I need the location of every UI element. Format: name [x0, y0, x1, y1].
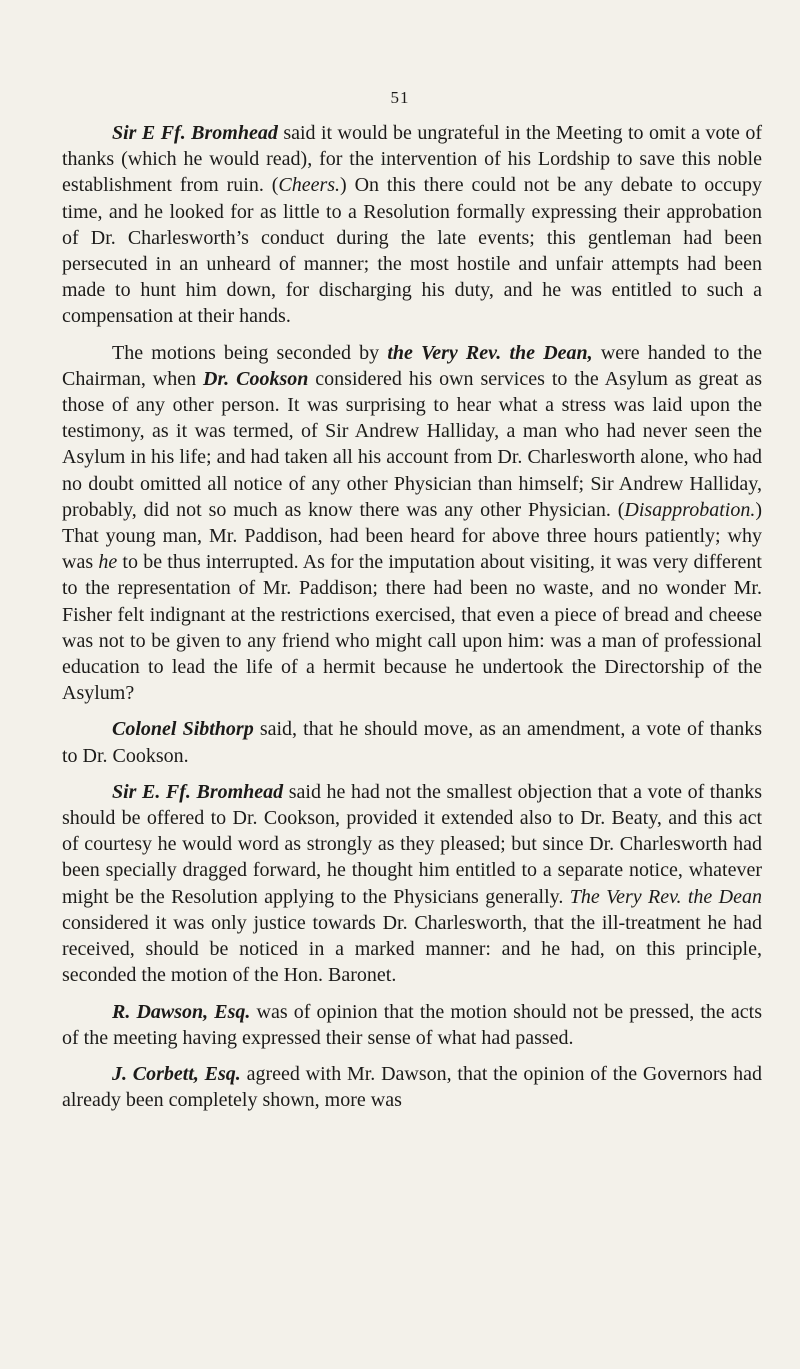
- paragraph-text: said he had not the smallest objection that a vote of thanks should be offered to Dr. Cookson, provided it extended also to Dr. Beaty, and this act of courtesy he would word as strongly as they pleased; but since Dr. Charlesworth had been specially dragged forward, he thought him entitled to a separate notice, whatever might be the Resolution applying to the Physicians generally.: [62, 780, 763, 908]
- speaker-name: J. Corbett, Esq.: [112, 1062, 241, 1085]
- speaker-name: Sir E Ff. Bromhead: [112, 122, 278, 144]
- paragraph-cookson: [62, 340, 762, 707]
- stage-direction: Disapprobation.: [624, 498, 756, 521]
- paragraph-text: said, that he should move, as an amendment, a vote of thanks to Dr. Cookson.: [62, 718, 762, 767]
- paragraph-text: agreed with Mr. Dawson, that the opinion of the Governors had already been completely shown, more was: [62, 1062, 762, 1112]
- paragraph-corbett: [62, 1061, 762, 1113]
- paragraph-bromhead-reply: [62, 779, 762, 989]
- paragraph-text: considered it was only justice towards Dr. Charlesworth, that the ill-treatment he had received, should be noticed in a marked manner: and he had, on this principle, seconded the motion of the Hon. Baronet.: [62, 911, 762, 987]
- speaker-name: Colonel Sibthorp: [112, 718, 254, 741]
- paragraph-text: ) That young man, Mr. Paddison, had been heard for above three hours patiently; why was: [62, 498, 762, 574]
- paragraph-sibthorp: [62, 716, 762, 768]
- speaker-name: R. Dawson, Esq.: [112, 1000, 251, 1023]
- page-number: 51: [390, 88, 410, 107]
- paragraph-text: was of opinion that the motion should not be pressed, the acts of the meeting having expressed their sense of what had passed.: [62, 1000, 762, 1049]
- paragraph-text: ) On this there could not be any debate to occupy time, and he looked for as little to a Resolution formally expressing their approbation of Dr. Charlesworth’s conduct during the late events; this gentleman had been persecuted in an unheard of manner; the most hostile and unfair attempts had been made to hunt him down, for discharging his duty, and he was entitled to such a compensation at their hands.: [62, 174, 762, 328]
- paragraph-text: The motions being seconded by: [112, 341, 388, 364]
- body-text: [62, 120, 762, 1123]
- speaker-name: Dr. Cookson: [203, 367, 309, 390]
- stage-direction: Cheers.: [278, 174, 341, 197]
- paragraph-text: considered his own services to the Asylum as great as those of any other person. It was surprising to hear what a stress was laid upon the testimony, as it was termed, of Sir Andrew Halliday, a man who had never seen the Asylum in his life; and had taken all his account from Dr. Charlesworth alone, who had no doubt omitted all notice of any other Physician than himself; Sir Andrew Halliday, probably, did not so much as know there was any other Physician. (: [62, 367, 762, 521]
- paragraph-text: were handed to the Chairman, when: [62, 341, 762, 390]
- speaker-name: the Very Rev. the Dean,: [387, 341, 593, 364]
- paragraph-text: to be thus interrupted. As for the imputation about visiting, it was very different to the representation of Mr. Paddison; there had been no waste, and no wonder Mr. Fisher felt indignant at the restrictions exercised, that even a piece of bread and cheese was not to be given to any friend who might call upon him: was a man of professional education to lead the life of a hermit because he undertook the Directorship of the Asylum?: [62, 551, 762, 705]
- speaker-name: Sir E. Ff. Bromhead: [112, 780, 284, 803]
- emphasis-text: he: [98, 551, 118, 574]
- paragraph-text: said it would be ungrateful in the Meeting to omit a vote of thanks (which he would read), for the intervention of his Lordship to save this noble establishment from ruin. (: [62, 122, 763, 197]
- speaker-name-inline: The Very Rev. the Dean: [569, 885, 762, 908]
- paragraph-bromhead-thanks: [62, 120, 762, 330]
- paragraph-dawson: [62, 999, 762, 1051]
